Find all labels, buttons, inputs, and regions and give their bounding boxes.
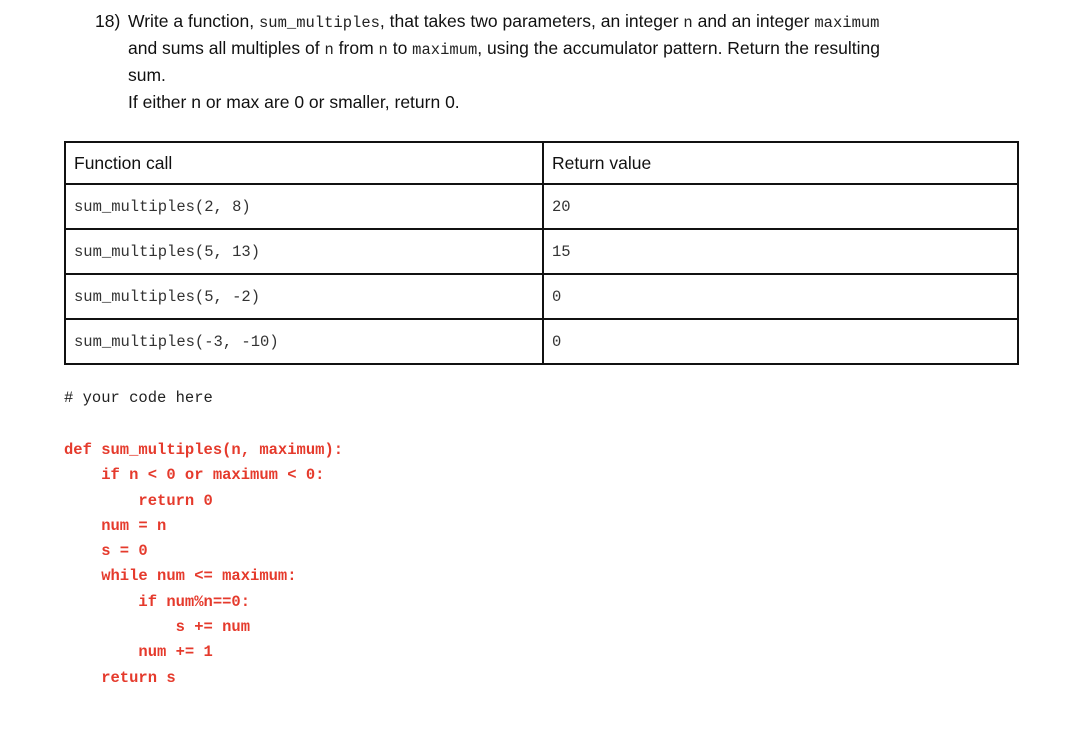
inline-code: maximum xyxy=(412,41,478,59)
header-function-call: Function call xyxy=(65,142,543,184)
code-line: return 0 xyxy=(64,491,213,510)
code-line: if n < 0 or maximum < 0: xyxy=(64,466,325,485)
text: Write a function, xyxy=(128,11,259,31)
header-return-value: Return value xyxy=(543,142,1018,184)
code-line: num += 1 xyxy=(64,643,213,662)
examples-table xyxy=(64,141,1019,365)
code-block xyxy=(64,438,343,691)
code-line: def sum_multiples(n, maximum): xyxy=(64,441,344,459)
table-row xyxy=(65,319,1018,364)
code-line: num = n xyxy=(64,516,167,535)
function-call-cell: sum_multiples(5, -2) xyxy=(65,274,543,319)
text: , that takes two parameters, an integer xyxy=(379,11,684,31)
text: and sums all multiples of xyxy=(128,38,325,58)
inline-code: n xyxy=(683,14,693,32)
question-line-3: sum. xyxy=(128,65,166,85)
function-call-cell: sum_multiples(-3, -10) xyxy=(65,319,543,364)
inline-code: n xyxy=(378,41,388,59)
code-comment: # your code here xyxy=(64,389,213,407)
code-line: if num%n==0: xyxy=(64,592,251,611)
table-row xyxy=(65,184,1018,229)
code-line: while num <= maximum: xyxy=(64,567,297,586)
table-row xyxy=(65,229,1018,274)
code-line: return s xyxy=(64,668,176,687)
code-line: s += num xyxy=(64,618,251,637)
text: , using the accumulator pattern. Return the resulting xyxy=(477,38,881,58)
question-line-1 xyxy=(128,8,1048,35)
text: and an integer xyxy=(692,11,815,31)
return-value-cell: 0 xyxy=(543,274,1018,319)
inline-code: sum_multiples xyxy=(259,14,380,32)
function-call-cell: sum_multiples(2, 8) xyxy=(65,184,543,229)
return-value-cell: 20 xyxy=(543,184,1018,229)
text: to xyxy=(387,38,413,58)
question-number: 18) xyxy=(95,11,121,31)
inline-code: n xyxy=(324,41,334,59)
question-line-2 xyxy=(128,35,1048,62)
question-body xyxy=(128,8,1048,116)
text: from xyxy=(333,38,379,58)
return-value-cell: 15 xyxy=(543,229,1018,274)
code-line: s = 0 xyxy=(64,542,148,561)
inline-code: maximum xyxy=(814,14,880,32)
question-line-4: If either n or max are 0 or smaller, return 0. xyxy=(128,92,460,112)
table-header-row xyxy=(65,142,1018,184)
return-value-cell: 0 xyxy=(543,319,1018,364)
function-call-cell: sum_multiples(5, 13) xyxy=(65,229,543,274)
table-row xyxy=(65,274,1018,319)
